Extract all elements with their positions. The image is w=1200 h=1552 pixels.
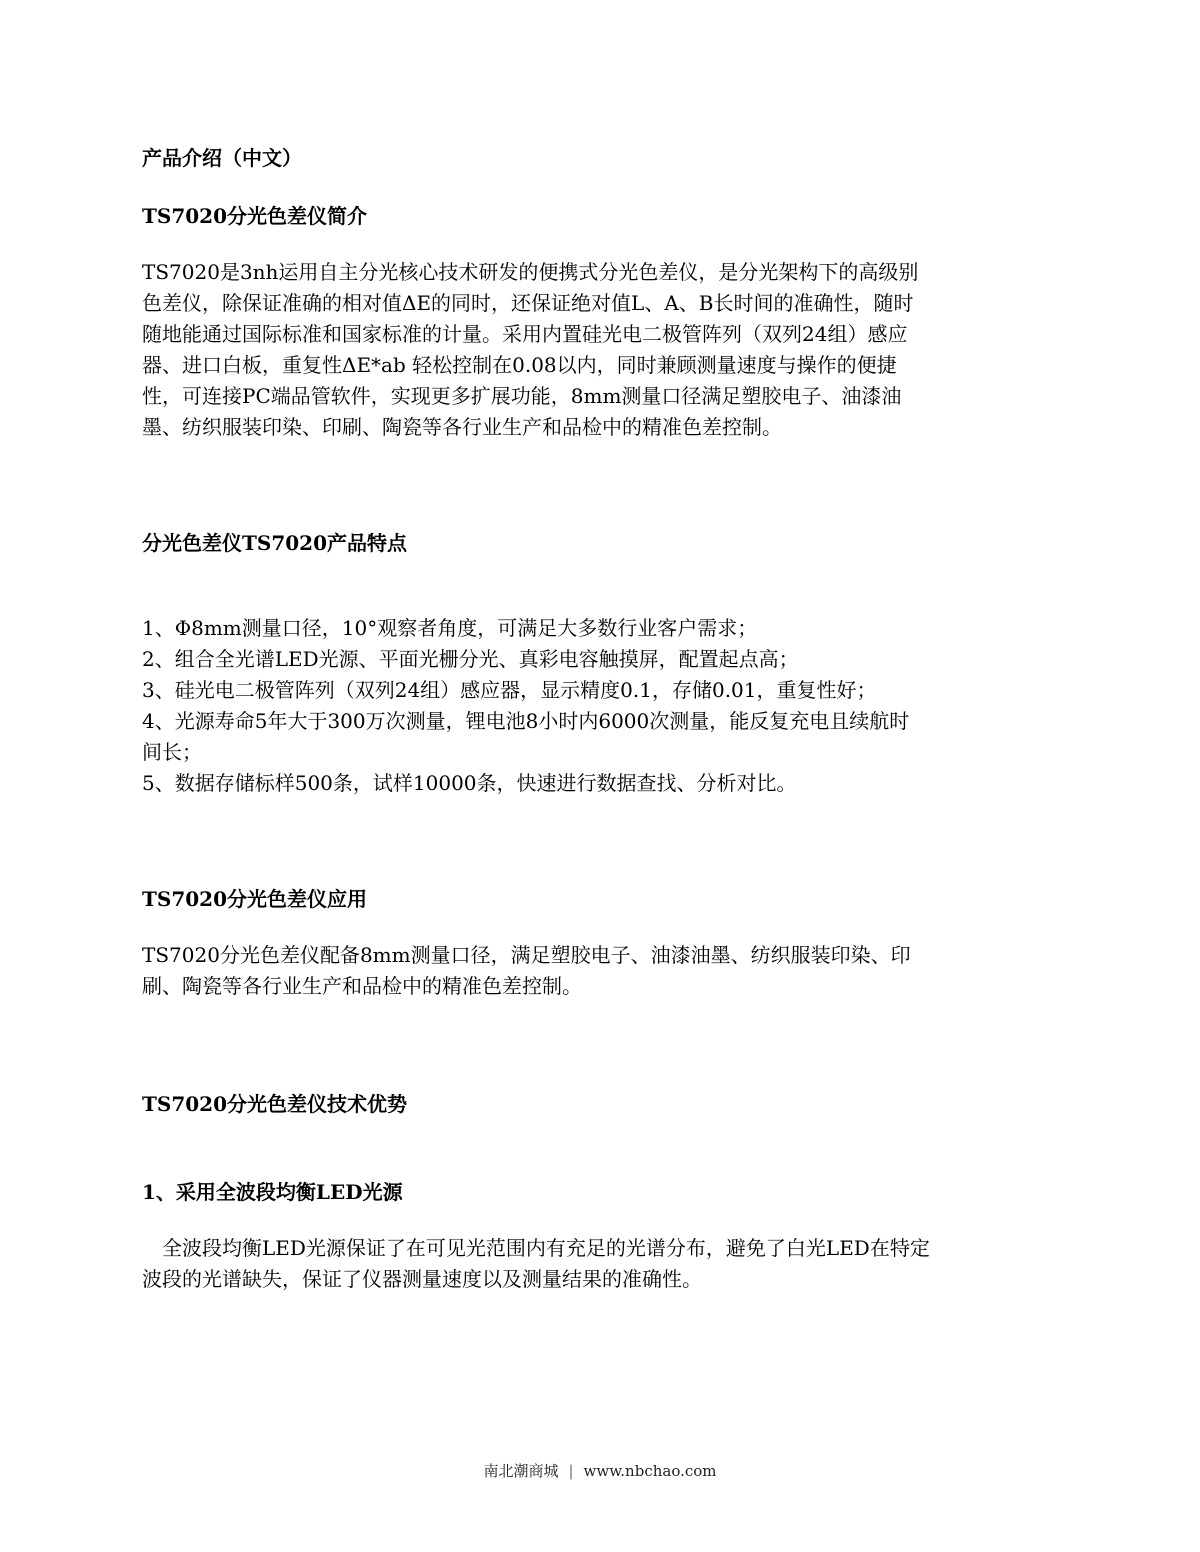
application-heading: TS7020分光色差仪应用: [142, 887, 367, 911]
footer-site-name: 南北潮商城: [483, 1462, 559, 1480]
advantage-1-line: 全波段均衡LED光源保证了在可见光范围内有充足的光谱分布，避免了白光LED在特定: [142, 1236, 930, 1260]
overview-line: TS7020是3nh运用自主分光核心技术研发的便携式分光色差仪，是分光架构下的高级别: [142, 260, 919, 284]
overview-line: 色差仪，除保证准确的相对值ΔE的同时，还保证绝对值L、A、B长时间的准确性，随时: [142, 291, 914, 315]
feature-item: 5、数据存储标样500条，试样10000条，快速进行数据查找、分析对比。: [142, 771, 797, 795]
intro-heading: 产品介绍（中文）: [142, 146, 302, 170]
overview-paragraph: [142, 257, 1062, 443]
overview-line: 墨、纺织服装印染、印刷、陶瓷等各行业生产和品检中的精准色差控制。: [142, 415, 782, 439]
page-footer: [0, 1459, 1200, 1483]
advantages-heading: TS7020分光色差仪技术优势: [142, 1092, 407, 1116]
feature-item: 2、组合全光谱LED光源、平面光栅分光、真彩电容触摸屏，配置起点高；: [142, 647, 799, 671]
advantage-1-line: 波段的光谱缺失，保证了仪器测量速度以及测量结果的准确性。: [142, 1267, 702, 1291]
advantage-1-heading: 1、采用全波段均衡LED光源: [142, 1180, 403, 1204]
application-paragraph: [142, 940, 1062, 1002]
overview-heading: TS7020分光色差仪简介: [142, 204, 367, 228]
application-line: 刷、陶瓷等各行业生产和品检中的精准色差控制。: [142, 974, 582, 998]
advantage-1-paragraph: [142, 1233, 1062, 1295]
overview-line: 性，可连接PC端品管软件，实现更多扩展功能，8mm测量口径满足塑胶电子、油漆油: [142, 384, 902, 408]
feature-item: 4、光源寿命5年大于300万次测量，锂电池8小时内6000次测量，能反复充电且续航时: [142, 709, 910, 733]
application-line: TS7020分光色差仪配备8mm测量口径，满足塑胶电子、油漆油墨、纺织服装印染、印: [142, 943, 911, 967]
feature-item: 3、硅光电二极管阵列（双列24组）感应器，显示精度0.1，存储0.01，重复性好；: [142, 678, 877, 702]
feature-item: 间长；: [142, 740, 202, 764]
features-list: [142, 613, 1062, 799]
features-heading: 分光色差仪TS7020产品特点: [142, 531, 407, 555]
overview-line: 随地能通过国际标准和国家标准的计量。采用内置硅光电二极管阵列（双列24组）感应: [142, 322, 908, 346]
footer-url[interactable]: www.nbchao.com: [583, 1462, 717, 1480]
feature-item: 1、Φ8mm测量口径，10°观察者角度，可满足大多数行业客户需求；: [142, 616, 758, 640]
footer-separator: |: [568, 1462, 574, 1480]
overview-line: 器、进口白板，重复性ΔE*ab 轻松控制在0.08以内，同时兼顾测量速度与操作的便捷: [142, 353, 897, 377]
